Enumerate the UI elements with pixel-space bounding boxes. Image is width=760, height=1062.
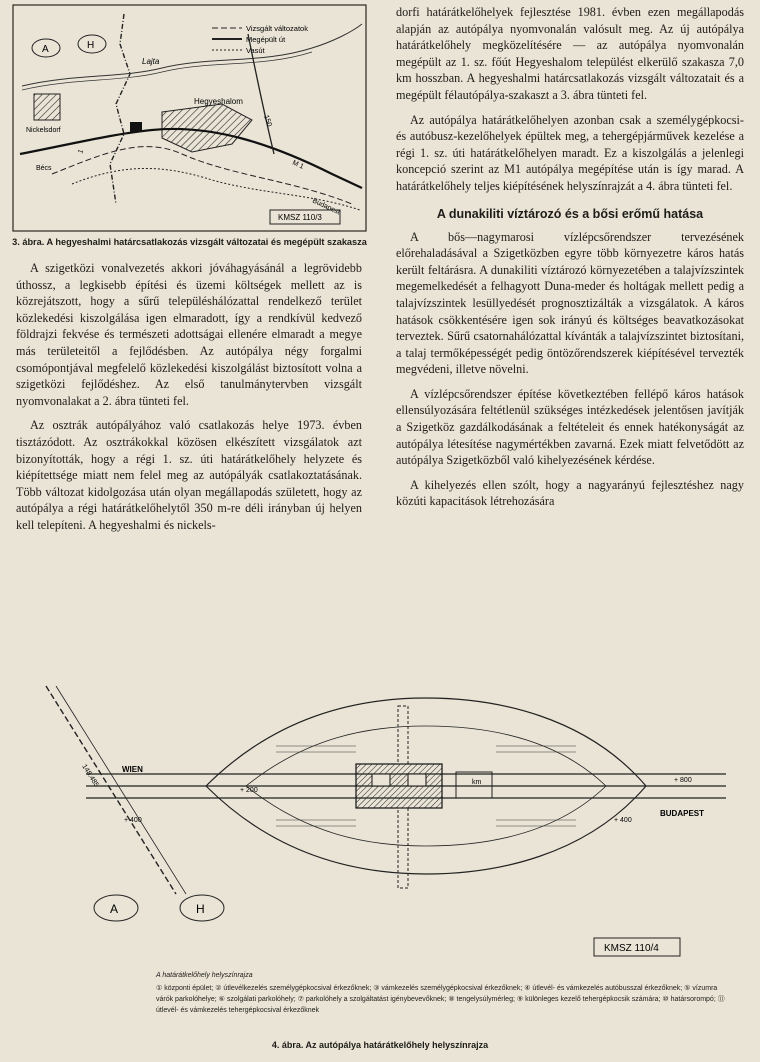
- city-budapest-label: Budapest: [311, 197, 341, 217]
- figure-4-legend-title: A határátkelőhely helyszínrajza: [156, 972, 253, 979]
- figure-4-legend-text: ① központi épület; ② útlevélkezelés személygépkocsival érkezőknek; ③ vámkezelés személygépkocsival érkezőknek; ④ útlevél- és vámkezelés autóbusszal érkezőknek; ⑤ vízumra várók parkolóhelye; ⑥ szolgálati parkolóhely; ⑦ parkolóhely a szolgáltatást igénybevevőknek; ⑧ tengelysúlymérleg; ⑨ különleges kezelő tehergépkocsik számára; ⑩ határsorompó; ⑪ útlevél- és vámkezelés tehergépkocsival érkezőknek: [156, 985, 725, 1014]
- right-paragraph-1: dorfi határátkelőhelyek fejlesztése 1981. évben ezen megállapodás alapján az autópálya nyomvonalán valósult meg. Az új autópálya határátkelőhely megközelítésére — az autópálya nyomvonalán megépült az 1. sz. főút Hegyeshalom települést elkerülő szakasza 7,0 km hosszban. A hegyeshalmi határcsatlakozás vizsgált változatait és a megépült félautópálya-szakaszt a 3. ábra tünteti fel.: [396, 5, 744, 102]
- km-label: km: [472, 779, 482, 786]
- figure-4-caption: 4. ábra. Az autópálya határátkelőhely helyszínrajza: [271, 1040, 489, 1050]
- town-hegyeshalom-label: Hegyeshalom: [194, 97, 243, 106]
- border-road-label: 148.485: [80, 763, 100, 789]
- figure-4-stamp: KMSZ 110/4: [604, 943, 659, 954]
- country-austria-label-fig4: A: [110, 902, 119, 916]
- figure-3-legend: [212, 24, 308, 55]
- road-m1-label: M 1: [291, 159, 305, 171]
- figure-4-legend: [156, 970, 736, 1016]
- right-paragraph-3: A bős—nagymarosi vízlépcsőrendszer tervezésének előrehaladásával a Szigetközben egyre több környezetre káros hatás került feltárásra. A dunakiliti víztározó környezetében a talajvízszintek megemelkedését a felhagyott Duna-meder és holtágak mellett pedig a talajvízszintek lesüllyedését prognosztizálták a vizsgálatok. A káros hatások csökkentésére igen sok irányú és költséges beavatkozásokat terveztek. Sűrű csatornahálózattal kívánták a talajvízszintet biztosítani, a talaj termőképességét pedig öntözőrendszerek kiépítésével tervezték megvédeni, illetve növelni.: [396, 229, 744, 377]
- section-title: A dunakiliti víztározó és a bősi erőmű hatása: [436, 206, 704, 221]
- figure-3-caption: 3. ábra. A hegyeshalmi határcsatlakozás vizsgált változatai és megépült szakasza: [12, 237, 367, 247]
- country-hungary-label-fig4: H: [196, 902, 205, 916]
- direction-wien-label: WIEN: [122, 765, 143, 774]
- road-150-label: 150: [262, 114, 273, 128]
- road-1-label: 1: [77, 148, 86, 155]
- distance-label-3: + 800: [674, 777, 692, 784]
- direction-budapest-label: BUDAPEST: [660, 809, 705, 818]
- right-paragraph-5: A kihelyezés ellen szólt, hogy a nagyarányú fejlesztéshez nagy közúti kapacitások létrehozására: [396, 477, 744, 509]
- legend-studied: Vizsgált változatok: [246, 24, 308, 33]
- legend-built: Megépült út: [246, 35, 286, 44]
- country-hungary-label: H: [87, 40, 95, 51]
- figure-3-map: [12, 4, 367, 232]
- figure-3-stamp: KMSZ 110/3: [278, 213, 322, 222]
- city-becs-label: Bécs: [36, 165, 52, 172]
- legend-rail: Vasút: [246, 46, 265, 55]
- left-paragraph-1: A szigetközi vonalvezetés akkori jóváhagyásánál a legrövidebb úthossz, a legkisebb építési és üzemi költségek mellett az is közrejátszott, hogy a sűrű településhálózattal rendelkező terület közlekedési kiszolgálása igen elmaradott, így a rendkívül kedvező földrajzi fekvése és természeti adottságai ellenére elmaradt a megye más területeitől a fejlődésben. Az autópálya négy forgalmi csomópontjával megfelelő közlekedési kiszolgálást biztosított volna a szigetközi fejlődéshez. Az első tanulmánytervben vizsgált nyomvonalakat a 2. ábra tünteti fel.: [16, 261, 362, 408]
- town-nickelsdorf-label: Nickelsdorf: [26, 127, 61, 134]
- distance-label-2: + 400: [124, 817, 142, 824]
- left-column: [16, 260, 362, 534]
- right-paragraph-2: Az autópálya határátkelőhelyen azonban csak a személygépkocsi- és autóbusz-kezelőhelyek épültek meg, a tehergépjárművek kezelése a régi 1. sz. úti határátkelőhelyen maradt. Ez a kiszolgálás a jelenlegi koncepció szerint az M1 autópálya megépítése után is így marad. A határátkelőhely teljes kiépítésének helyszínrajzát a 4. ábra tünteti fel.: [396, 112, 744, 193]
- distance-label-1: + 200: [240, 787, 258, 794]
- right-paragraph-4: A vízlépcsőrendszer építése következtében fellépő káros hatások ellensúlyozására feltétlenül szükséges intézkedések jelentősen javítják a Szigetköz gazdálkodásának a feltételeit és ennek hatékonyságát az autópálya létesítése nagymértékben zavarná. Ezek miatt felvetődött az autópálya Szigetközből való kihelyezésének kérdése.: [396, 386, 744, 468]
- figure-4-site-plan: [26, 646, 754, 964]
- distance-label-4: + 400: [614, 817, 632, 824]
- right-column: [396, 4, 744, 510]
- river-lajta-label: Lajta: [142, 57, 160, 66]
- country-austria-label: A: [42, 44, 49, 55]
- left-paragraph-2: Az osztrák autópályához való csatlakozás helye 1973. évben tisztázódott. Az osztrákokkal közösen elkészített vizsgálatok azt bizonyították, hogy a régi 1. sz. úti határátkelőhely helyzete és kiépítettsége miatt nem felel meg az autópályák csatlakoztatásának. Több változat kidolgozása után olyan megállapodás született, hogy az autópálya a régi határátkelőhelytől 350 m-re déli irányban új helyen kell telepíteni. A hegyeshalmi és nickels-: [16, 418, 362, 532]
